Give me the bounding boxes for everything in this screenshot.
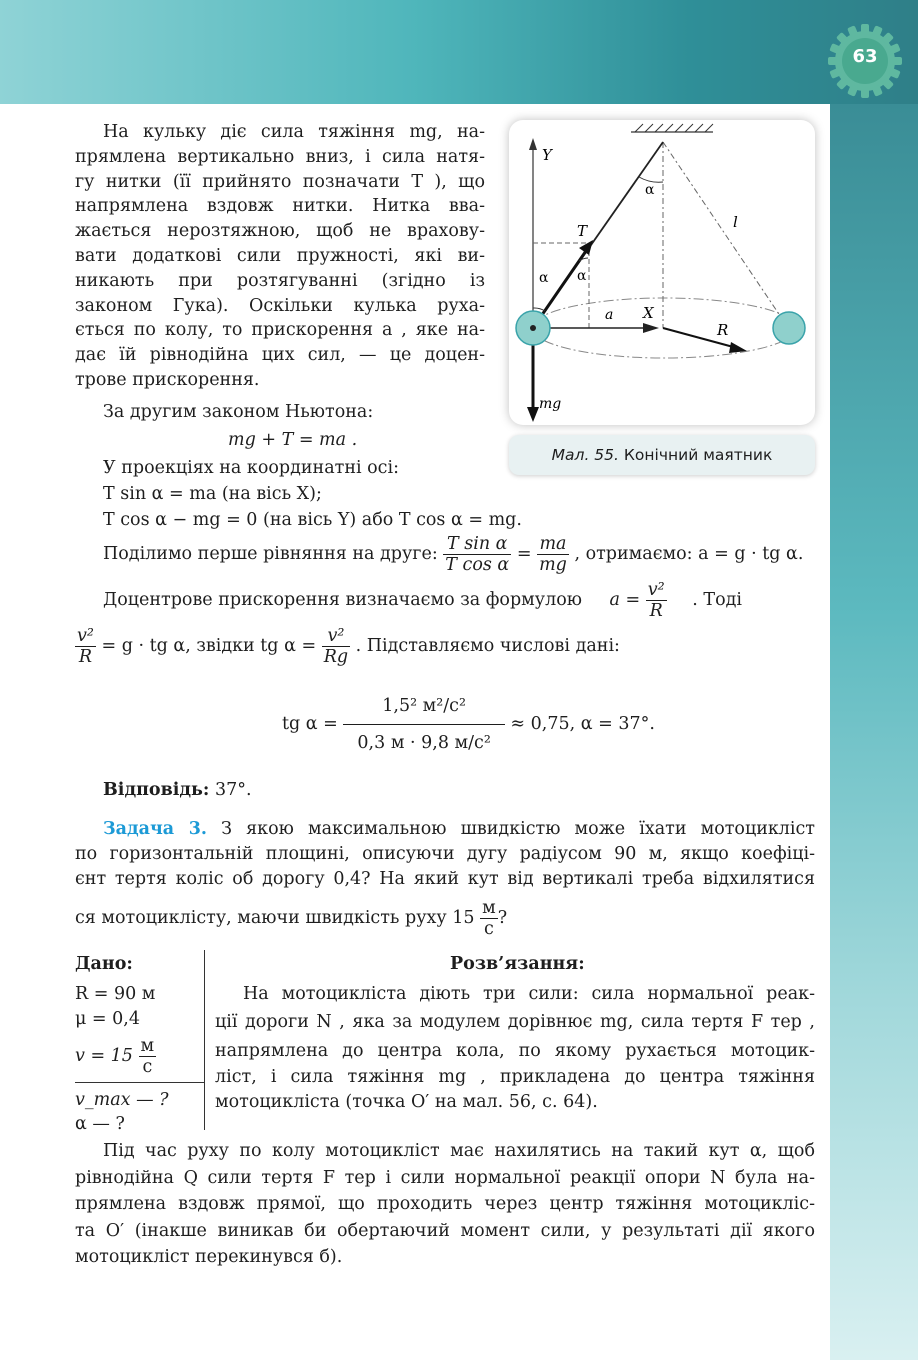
given-v — [75, 1036, 156, 1077]
final-line: та O′ (інакше виникав би обертаючий момент сили, у результаті дії якого — [75, 1220, 815, 1241]
task3-line-1 — [75, 817, 815, 842]
task3-label: Задача 3. — [103, 819, 208, 839]
para-line: никають при розтягуванні (згідно із — [75, 270, 485, 291]
solution-line: ції дороги N , яка за модулем дорівнює mg, сила тертя F тер , — [215, 1011, 815, 1032]
newton-equation: mg + T = ma . — [228, 430, 358, 450]
label-l: l — [733, 213, 738, 231]
para-forces — [75, 120, 485, 393]
caption-text: Конічний маятник — [623, 446, 773, 464]
label-alpha-left: α — [539, 270, 549, 286]
fraction-speed — [480, 898, 498, 939]
centripetal-post: . Тоді — [692, 590, 742, 610]
frac-den: mg — [539, 555, 567, 575]
para-line: гу нитки (її прийнято позначати T ), що — [75, 171, 485, 192]
calc-rhs: ≈ 0,75, α = 37°. — [510, 714, 655, 734]
solution-line: мотоцикліста (точка O′ на мал. 56, с. 64). — [215, 1091, 598, 1112]
frac-num: м — [140, 1036, 155, 1056]
fraction-tsin — [443, 534, 511, 575]
label-alpha-mid: α — [577, 268, 587, 284]
divide-post: , отримаємо: a = g · tg α. — [574, 544, 804, 564]
given-title: Дано: — [75, 954, 133, 974]
para-line: прямлена вертикально вниз, і сила натя- — [75, 146, 485, 167]
equals: = — [516, 544, 532, 564]
header-band — [0, 0, 918, 104]
centripetal-line — [103, 580, 815, 621]
para-line: напрямлена вздовж нитки. Нитка вва- — [75, 196, 485, 217]
figure-conical-pendulum — [509, 120, 815, 425]
frac-num: м — [482, 898, 496, 918]
divide-pre: Поділимо перше рівняння на друге: — [103, 544, 438, 564]
side-band — [830, 104, 918, 1360]
final-line: мотоцикліст перекинувся б). — [75, 1247, 343, 1267]
solution-line: напрямлена до центра кола, по якому рухається мотоцик- — [215, 1040, 815, 1061]
para-line: трове прискорення. — [75, 369, 260, 390]
solution-text — [215, 982, 815, 1114]
calc-lhs: tg α = — [282, 714, 338, 734]
centripetal-line-2 — [75, 626, 620, 667]
answer-value: 37°. — [214, 780, 252, 800]
caption-label: Мал. 55. — [551, 446, 619, 464]
task3 — [75, 817, 815, 891]
fraction-given-v — [139, 1036, 157, 1077]
given-mu: μ = 0,4 — [75, 1009, 140, 1029]
frac-den: R — [649, 601, 663, 621]
page-number: 63 — [852, 46, 878, 67]
final-line: рівнодійна Q сили тертя F тер і сили нормальної реакції опори N була на- — [75, 1167, 815, 1188]
projection-intro: У проекціях на координатні осі: — [103, 458, 399, 478]
answer-line — [103, 778, 252, 803]
given-find-v: v_max — ? — [75, 1090, 169, 1110]
centripetal-pre: Доцентрове прискорення визначаємо за формулою — [103, 590, 582, 610]
given-v-pre: v = 15 — [75, 1046, 133, 1066]
solution-line: ліст, і сила тяжіння mg , прикладена до центра тяжіння — [215, 1066, 815, 1087]
frac-den: с — [483, 919, 494, 939]
task3-line-4 — [75, 898, 507, 939]
pendulum-diagram — [509, 120, 815, 425]
answer-label: Відповідь: — [103, 780, 210, 800]
para-line: жається нерозтяжною, щоб не врахову- — [75, 221, 485, 242]
task3-text-4: ся мотоциклісту, маючи швидкість руху 15 — [75, 908, 475, 928]
given-r: R = 90 м — [75, 984, 156, 1004]
solution-line: На мотоцикліста діють три сили: сила нормальної реак- — [243, 984, 815, 1004]
label-x: X — [643, 304, 654, 322]
newton-intro: За другим законом Ньютона: — [103, 402, 374, 422]
calc-num: 1,5² м²/с² — [343, 688, 504, 725]
fraction-v2r-2 — [75, 626, 96, 667]
label-a: a — [605, 307, 614, 323]
task3-text-1: З якою максимальною швидкістю може їхати мотоцикліст — [221, 819, 815, 839]
a-eq: a = — [609, 590, 641, 610]
divide-line — [103, 534, 803, 575]
frac-den: с — [142, 1057, 153, 1077]
final-line: прямлена вздовж прямої, що проходить через центр тяжіння мотоцикліс- — [75, 1194, 815, 1214]
para-line: законом Гука). Оскільки кулька руха- — [75, 295, 485, 316]
given-find-alpha: α — ? — [75, 1114, 125, 1134]
para-line: вати додаткові сили пружності, які ви- — [75, 245, 485, 266]
para-line: ється по колу, то прискорення a , яке на- — [75, 320, 485, 341]
frac-den: T cos α — [445, 555, 510, 575]
frac-num: ma — [537, 534, 569, 555]
fraction-v2r — [646, 580, 667, 621]
projection-x: T sin α = ma (на вісь X); — [103, 484, 322, 504]
fraction-v2rg — [322, 626, 350, 667]
frac-num: v² — [322, 626, 350, 647]
task3-line-2: по горизонтальній площині, описуючи дугу радіусом 90 м, якщо коефіці- — [75, 843, 815, 864]
frac-den: Rg — [323, 647, 349, 667]
frac-num: v² — [647, 580, 665, 600]
final-paragraph — [75, 1138, 815, 1271]
frac-num: v² — [77, 626, 94, 646]
label-y: Y — [542, 146, 552, 164]
task3-qmark: ? — [497, 908, 508, 928]
label-t: T — [577, 222, 588, 240]
figure-caption — [509, 435, 815, 475]
calc-line — [282, 688, 655, 761]
centripetal-mid: = g · tg α, звідки tg α = — [101, 636, 317, 656]
fraction-ma — [537, 534, 569, 575]
projection-y: T cos α − mg = 0 (на вісь Y) або T cos α = mg. — [103, 510, 522, 530]
calc-fraction — [343, 688, 504, 761]
frac-den: R — [78, 647, 93, 667]
given-divider — [204, 950, 205, 1130]
task3-line-3: єнт тертя коліс об дорогу 0,4? На який кут від вертикалі треба відхилятися — [75, 868, 815, 889]
given-underline — [75, 1082, 204, 1083]
para-line: дає їй рівнодійна цих сил, — це доцен- — [75, 345, 485, 366]
solution-title: Розв’язання: — [450, 954, 585, 974]
frac-num: T sin α — [443, 534, 511, 555]
final-line: Під час руху по колу мотоцикліст має нахилятись на такий кут α, щоб — [103, 1141, 815, 1161]
label-alpha-top: α — [645, 182, 655, 198]
label-r: R — [717, 321, 729, 339]
calc-den: 0,3 м · 9,8 м/с² — [357, 733, 491, 753]
label-mg: mg — [539, 396, 562, 412]
para-line: На кульку діє сила тяжіння mg, на- — [103, 122, 485, 142]
centripetal-end: . Підставляємо числові дані: — [355, 636, 620, 656]
